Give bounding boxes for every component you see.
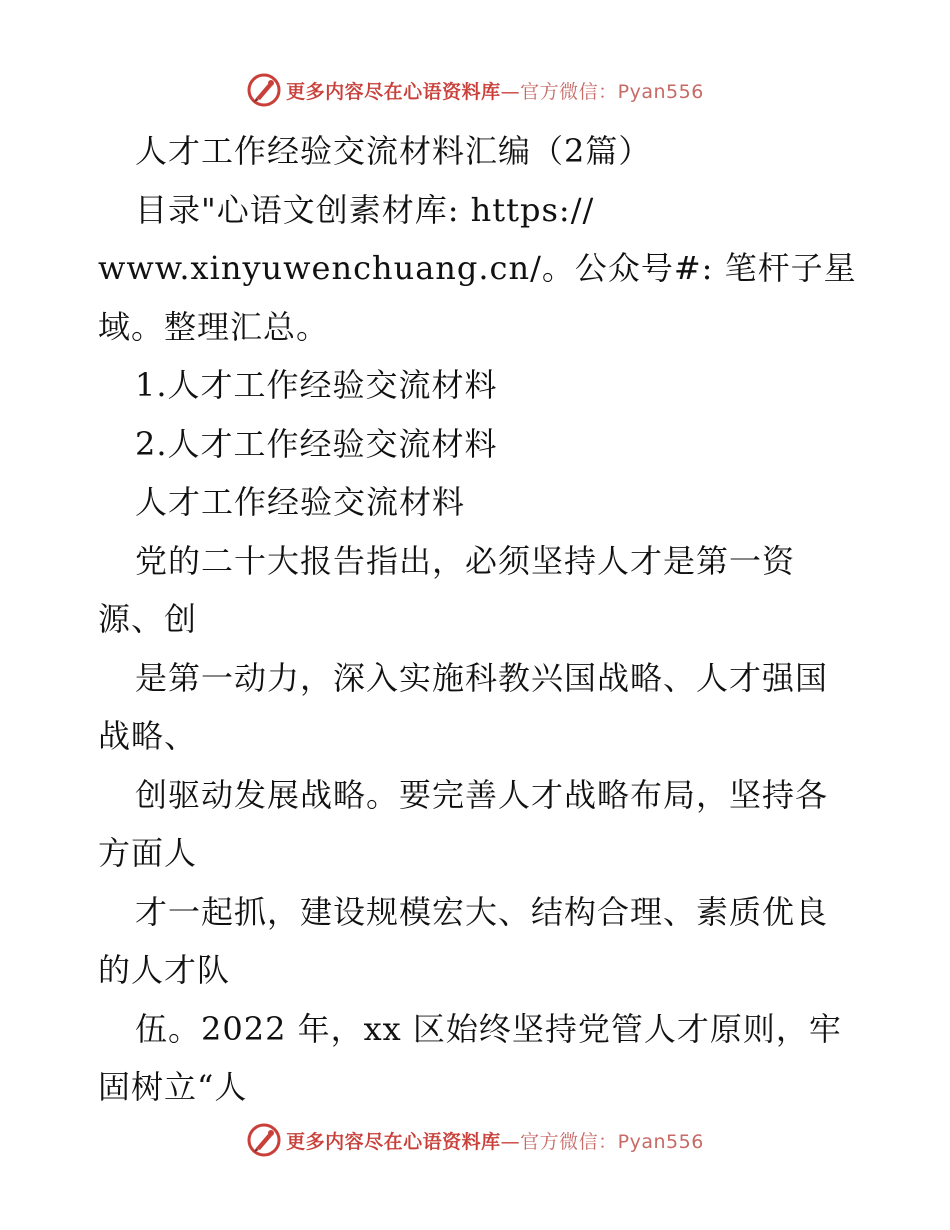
document-line: 1.人才工作经验交流材料 — [135, 366, 498, 404]
document-line: 是第一动力，深入实施科教兴国战略、人才强国 — [135, 658, 829, 697]
document-line: 固树立“人 — [98, 1068, 248, 1106]
document-body — [98, 122, 878, 1117]
document-line: 创驱动发展战略。要完善人才战略布局，坚持各 — [135, 775, 829, 814]
header-banner-text — [286, 77, 704, 104]
document-line: 人才工作经验交流材料汇编（2篇） — [135, 132, 652, 170]
footer-banner — [0, 1120, 950, 1160]
pen-logo-icon — [246, 72, 282, 108]
document-line: 2.人才工作经验交流材料 — [135, 424, 498, 463]
document-line: 才一起抓，建设规模宏大、结构合理、素质优良 — [135, 892, 829, 931]
header-banner-sep: — — [500, 80, 521, 103]
document-line: 党的二十大报告指出，必须坚持人才是第一资 — [135, 541, 796, 580]
document-line: 源、创 — [98, 600, 198, 638]
header-banner-lead: 更多内容尽在心语资料库 — [286, 80, 501, 103]
header-banner-wechat: 官方微信：Pyan556 — [520, 80, 704, 103]
header-banner — [0, 70, 950, 110]
footer-banner-wechat: 官方微信：Pyan556 — [520, 1130, 704, 1153]
document-line: 伍。2022 年，xx 区始终坚持党管人才原则，牢 — [135, 1009, 842, 1048]
document-line: 的人才队 — [98, 951, 231, 989]
document-line: 人才工作经验交流材料 — [135, 483, 466, 521]
footer-banner-sep: — — [500, 1130, 521, 1153]
footer-banner-text — [286, 1127, 704, 1154]
document-line: 战略、 — [98, 717, 198, 755]
document-line: 目录"心语文创素材库: https:// — [135, 190, 595, 229]
footer-banner-lead: 更多内容尽在心语资料库 — [286, 1130, 501, 1153]
document-line: 域。整理汇总。 — [98, 307, 330, 346]
pen-logo-icon — [246, 1122, 282, 1158]
document-line: www.xinyuwenchuang.cn/。公众号#: 笔杆子星 — [98, 249, 857, 287]
document-line: 方面人 — [98, 834, 198, 872]
